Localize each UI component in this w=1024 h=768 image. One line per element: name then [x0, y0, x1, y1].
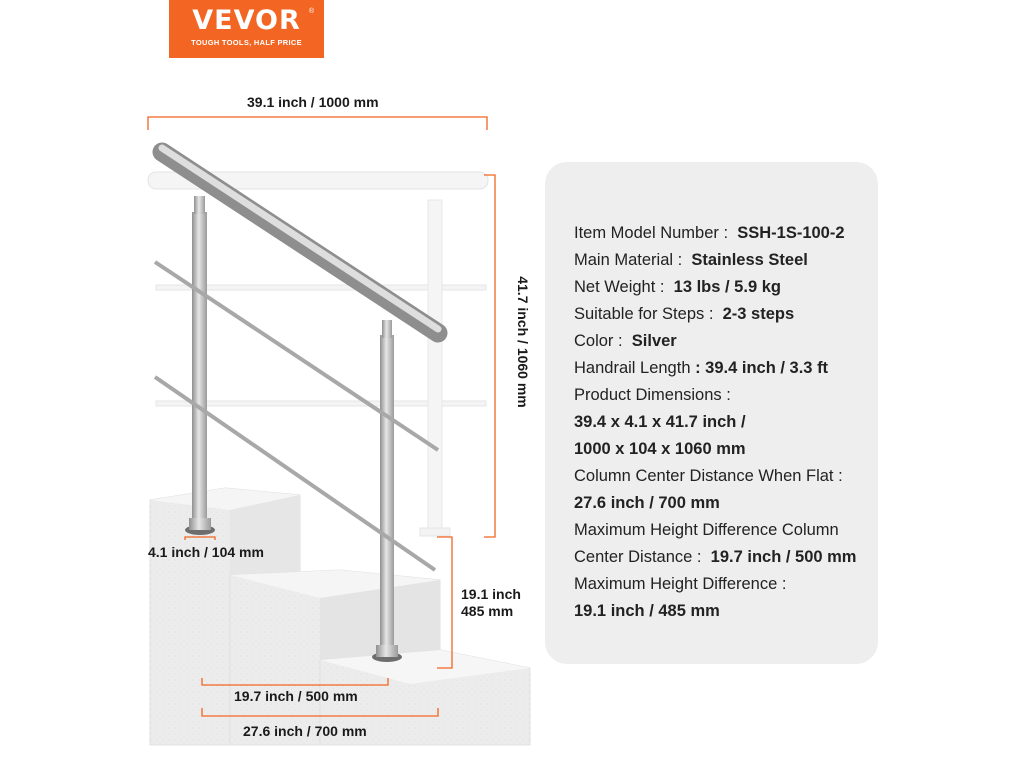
- logo-tagline: TOUGH TOOLS, HALF PRICE: [191, 38, 302, 47]
- spec-line: Column Center Distance When Flat :: [574, 467, 843, 485]
- spec-line: Color : Silver: [574, 332, 677, 350]
- step-height-label-inch: 19.1 inch: [461, 586, 521, 602]
- left-post: [185, 196, 215, 535]
- spec-line: 27.6 inch / 700 mm: [574, 494, 720, 512]
- bottom-width-label: 27.6 inch / 700 mm: [243, 723, 367, 739]
- step-height-label-mm: 485 mm: [461, 603, 514, 619]
- spec-line: Handrail Length : 39.4 inch / 3.3 ft: [574, 359, 829, 377]
- spec-line: Item Model Number : SSH-1S-100-2: [574, 224, 845, 242]
- logo-brand: VEVOR: [192, 5, 301, 36]
- spec-line: Net Weight : 13 lbs / 5.9 kg: [574, 278, 781, 296]
- height-label: 41.7 inch / 1060 mm: [515, 276, 531, 408]
- spec-line: Center Distance : 19.7 inch / 500 mm: [574, 548, 857, 566]
- spec-line: Maximum Height Difference Column: [574, 521, 839, 539]
- top-width-label: 39.1 inch / 1000 mm: [247, 94, 379, 110]
- spec-line: 39.4 x 4.1 x 41.7 inch /: [574, 413, 746, 431]
- spec-line: Suitable for Steps : 2-3 steps: [574, 305, 795, 323]
- spec-line: Maximum Height Difference :: [574, 575, 787, 593]
- specs-panel: [545, 162, 878, 664]
- base-label: 4.1 inch / 104 mm: [148, 544, 264, 560]
- spec-line: Product Dimensions :: [574, 386, 731, 404]
- column-distance-label: 19.7 inch / 500 mm: [234, 688, 358, 704]
- spec-list: [574, 220, 856, 625]
- logo-registered: ®: [308, 8, 314, 15]
- spec-line: Main Material : Stainless Steel: [574, 251, 808, 269]
- spec-line: 19.1 inch / 485 mm: [574, 602, 720, 620]
- spec-line: 1000 x 104 x 1060 mm: [574, 440, 746, 458]
